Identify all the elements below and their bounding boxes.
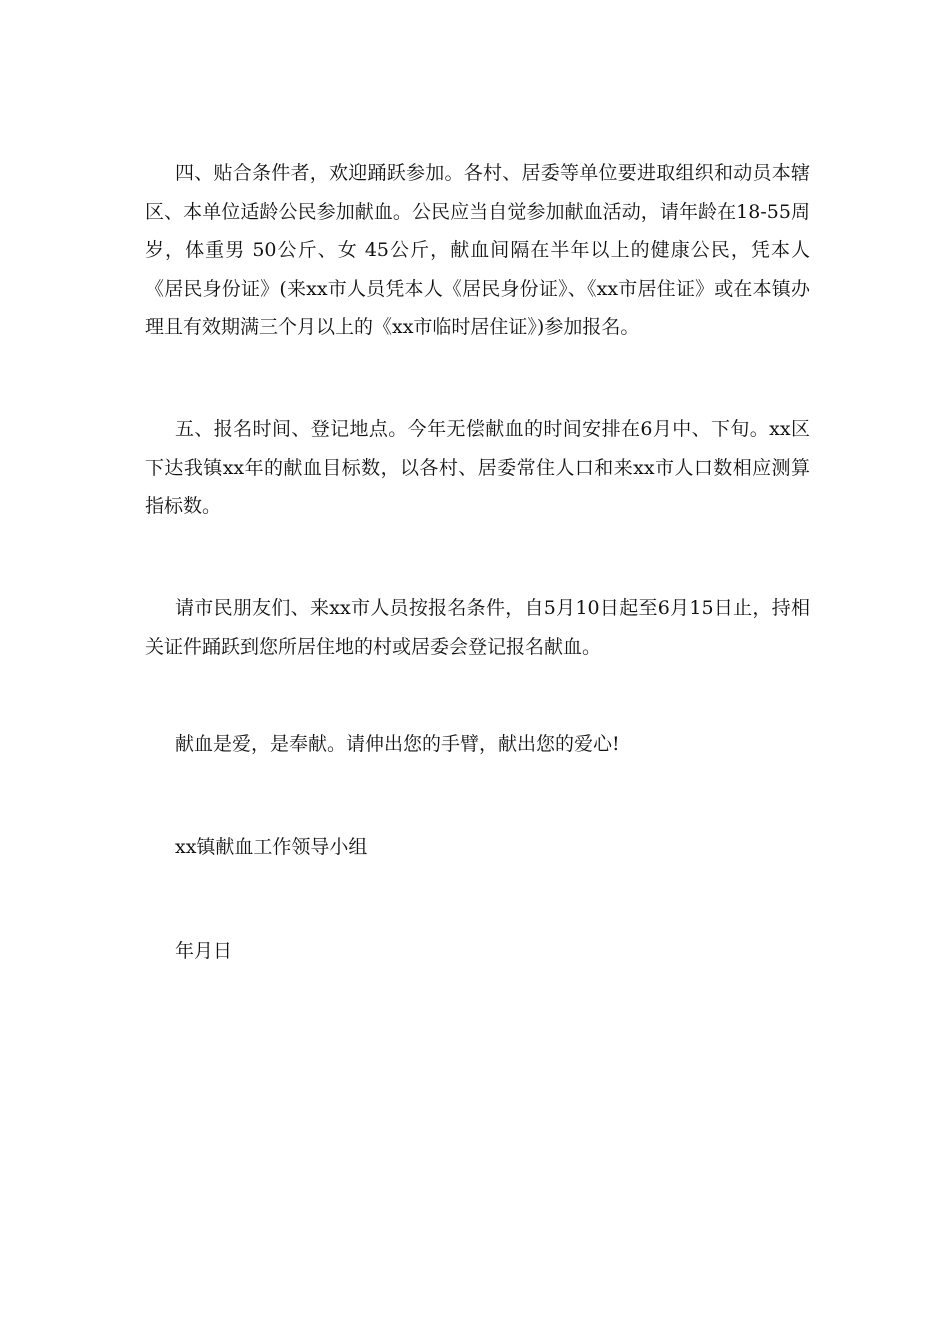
paragraph-registration-conditions: 四、贴合条件者，欢迎踊跃参加。各村、居委等单位要进取组织和动员本辖区、本单位适龄公民参加献血。公民应当自觉参加献血活动，请年龄在18-55周岁，体重男 50公斤、女 45公斤，献血间隔在半年以上的健康公民，凭本人《居民身份证》(来xx市人员凭本人《居民身份证》、《xx市居住证》或在本镇办理且有效期满三个月以上的《xx市临时居住证》)参加报名。	[145, 162, 810, 338]
signature-organization: xx镇献血工作领导小组	[175, 836, 368, 858]
paragraph-registration-time-location: 五、报名时间、登记地点。今年无偿献血的时间安排在6月中、下旬。xx区下达我镇xx年的献血目标数，以各村、居委常住人口和来xx市人口数相应测算指标数。	[145, 418, 810, 517]
paragraph-slogan: 献血是爱，是奉献。请伸出您的手臂，献出您的爱心!	[175, 733, 620, 755]
signature-date: 年月日	[175, 940, 233, 962]
paragraph-call-to-register: 请市民朋友们、来xx市人员按报名条件，自5月10日起至6月15日止，持相关证件踊跃到您所居住地的村或居委会登记报名献血。	[145, 597, 810, 658]
